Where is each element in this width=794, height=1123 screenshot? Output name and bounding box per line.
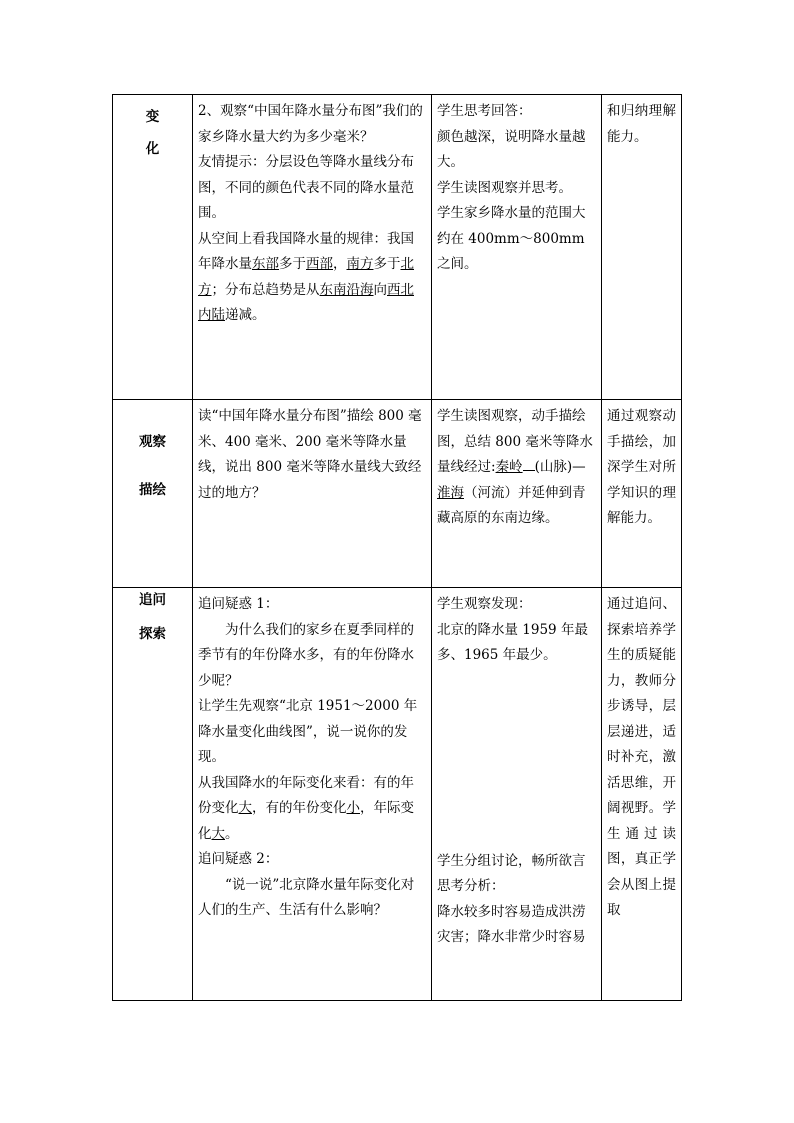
purpose-cell [602, 95, 682, 400]
paragraph: 颜色越深，说明降水量越大。 [437, 128, 586, 170]
paragraph: 为什么我们的家乡在夏季同样的季节有的年份降水多，有的年份降水少呢？ [198, 621, 414, 689]
purpose-cell [602, 588, 682, 1001]
table-row [113, 588, 682, 1001]
paragraph: 北京的降水量 1959 年最多、1965 年最少。 [437, 621, 588, 663]
student-cell [432, 588, 602, 1001]
paragraph: 通过观察动手描绘，加深学生对所学知识的理解能力。 [607, 408, 676, 526]
paragraph: 学生观察发现： [437, 596, 532, 612]
paragraph: 学生分组讨论，畅所欲言思考分析： [437, 852, 586, 894]
paragraph: 从空间上看我国降水量的规律：我国年降水量东部多于西部，南方多于北方；分布总趋势是从东南沿海向西北内陆递减。 [198, 230, 414, 323]
student-cell [432, 400, 602, 588]
paragraph: 从我国降水的年际变化来看：有的年份变化大，有的年份变化小，年际变化大。 [198, 774, 414, 842]
paragraph: 学生思考回答： [437, 103, 532, 119]
table-row [113, 400, 682, 588]
student-cell [432, 95, 602, 400]
stage-cell: 变 化 [113, 95, 193, 400]
paragraph: 和归纳理解能力。 [607, 103, 676, 145]
table-row [113, 95, 682, 400]
paragraph: 读“中国年降水量分布图”描绘 800 毫米、400 毫米、200 毫米等降水量线，说出 800 毫米等降水量线大致经过的地方？ [198, 408, 422, 501]
activity-cell [193, 588, 432, 1001]
paragraph: 追问疑惑 2： [198, 851, 279, 867]
paragraph: “说一说”北京降水量年际变化对人们的生产、生活有什么影响？ [198, 876, 415, 918]
activity-cell [193, 400, 432, 588]
paragraph: 学生读图观察，动手描绘图，总结 800 毫米等降水量线经过:秦岭 (山脉)—淮海（河流）并延伸到青藏高原的东南边缘。 [437, 408, 593, 526]
paragraph: 追问疑惑 1： [198, 596, 279, 612]
lesson-plan-table [112, 94, 682, 1001]
paragraph: 2、观察“中国年降水量分布图”我们的家乡降水量大约为多少毫米？ [198, 103, 423, 145]
paragraph: 降水较多时容易造成洪涝灾害；降水非常少时容易 [437, 903, 586, 945]
paragraph: 让学生先观察“北京 1951～2000 年降水量变化曲线图”，说一说你的发现。 [198, 698, 418, 765]
stage-cell: 观察 描绘 [113, 400, 193, 588]
stage-cell: 追问 探索 [113, 588, 193, 1001]
paragraph: 友情提示：分层设色等降水量线分布图，不同的颜色代表不同的降水量范围。 [198, 154, 414, 221]
purpose-cell [602, 400, 682, 588]
paragraph: 通过追问、探索培养学生的质疑能力，教师分步诱导，层层递进，适时补充，激活思维，开阔视野。学生通过读图，真正学会从图上提取 [607, 596, 676, 918]
paragraph: 学生读图观察并思考。 [437, 179, 572, 196]
activity-cell [193, 95, 432, 400]
paragraph: 学生家乡降水量的范围大约在 400mm～800mm 之间。 [437, 205, 586, 272]
